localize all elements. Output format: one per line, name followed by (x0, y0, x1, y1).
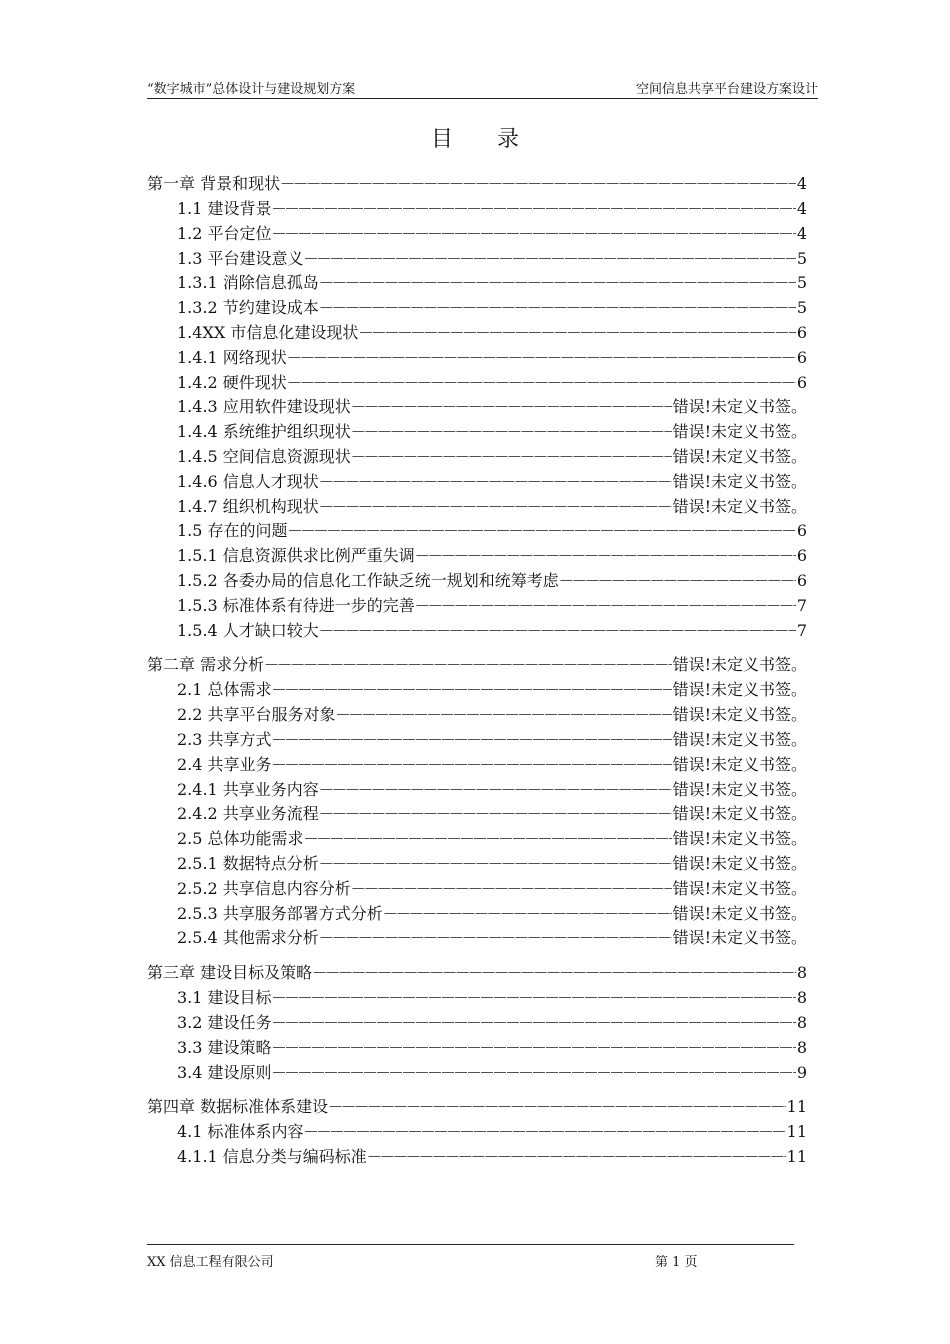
toc-entry-page: 错误!未定义书签。 (672, 680, 807, 700)
toc-section-entry[interactable] (147, 594, 807, 619)
toc-section-entry[interactable] (147, 569, 807, 594)
toc-entry-page: 错误!未定义书签。 (672, 754, 807, 774)
toc-leader-line (320, 802, 672, 827)
toc-entry-label: 1.1 建设背景 (177, 199, 272, 218)
toc-entry-label: 2.5.1 数据特点分析 (177, 853, 319, 873)
toc-entry-page: 6 (796, 322, 807, 342)
toc-section-entry[interactable] (147, 222, 807, 247)
toc-title: 目录 (430, 127, 563, 152)
chapter-gap (147, 643, 807, 653)
footer-company: XX 信息工程有限公司 (147, 1255, 274, 1270)
toc-section-entry[interactable] (147, 470, 807, 495)
toc-entry-page: 7 (796, 620, 807, 640)
toc-entry-label: 1.3 平台建设意义 (177, 248, 304, 268)
toc-entry-page: 6 (796, 546, 807, 566)
toc-entry-label: 1.4.2 硬件现状 (177, 372, 287, 392)
toc-entry-label: 1.4.5 空间信息资源现状 (177, 446, 351, 466)
toc-leader-line (305, 247, 796, 272)
toc-entry-label: 2.3 共享方式 (177, 729, 272, 749)
toc-section-entry[interactable] (147, 519, 807, 544)
toc-leader-line (352, 877, 672, 902)
toc-leader-line (305, 1120, 786, 1145)
toc-entry-page: 错误!未定义书签。 (672, 471, 807, 491)
toc-section-entry[interactable] (147, 728, 807, 753)
toc-section-entry[interactable] (147, 778, 807, 803)
toc-chapter-entry[interactable] (147, 172, 807, 197)
toc-section-entry[interactable] (147, 197, 807, 222)
toc-entry-label: 3.2 建设任务 (177, 1012, 272, 1032)
toc-entry-label: 1.5.2 各委办局的信息化工作缺乏统一规划和统筹考虑 (177, 570, 559, 590)
toc-entry-label: 1.3.2 节约建设成本 (177, 298, 319, 318)
toc-section-entry[interactable] (147, 619, 807, 644)
toc-entry-label: 1.5 存在的问题 (177, 521, 288, 541)
toc-leader-line (273, 1011, 796, 1036)
toc-leader-line (273, 986, 796, 1011)
toc-leader-line (313, 961, 796, 986)
toc-chapter-entry[interactable] (147, 653, 807, 678)
footer-page-number: 第 1 页 (655, 1255, 698, 1270)
toc-entry-page: 11 (786, 1122, 807, 1142)
toc-entry-label: 1.3.1 消除信息孤岛 (177, 273, 319, 293)
toc-chapter-entry[interactable] (147, 961, 807, 986)
toc-entry-page: 错误!未定义书签。 (672, 655, 807, 675)
toc-leader-line (288, 346, 796, 371)
toc-entry-label: 2.2 共享平台服务对象 (177, 705, 336, 725)
toc-entry-label: 2.4.1 共享业务内容 (177, 779, 319, 799)
toc-leader-line (368, 1145, 786, 1170)
toc-entry-page: 8 (796, 988, 807, 1008)
toc-leader-line (320, 619, 796, 644)
toc-entry-label: 2.5.2 共享信息内容分析 (177, 878, 351, 898)
toc-entry-page: 8 (796, 1037, 807, 1057)
toc-entry-label: 1.4XX 市信息化建设现状 (177, 322, 359, 342)
toc-leader-line (273, 753, 672, 778)
toc-leader-line (320, 852, 672, 877)
toc-entry-page: 错误!未定义书签。 (672, 829, 807, 849)
toc-entry-page: 错误!未定义书签。 (672, 496, 807, 516)
toc-entry-label: 3.3 建设策略 (177, 1037, 272, 1057)
toc-entry-label: 4.1.1 信息分类与编码标准 (177, 1147, 367, 1167)
toc-entry-page: 6 (796, 521, 807, 541)
toc-entry-label: 第二章 需求分析 (147, 655, 265, 675)
toc-leader-line (320, 470, 672, 495)
toc-leader-line (288, 371, 796, 396)
toc-entry-label: 1.4.1 网络现状 (177, 347, 287, 367)
toc-entry-page: 错误!未定义书签。 (672, 878, 807, 898)
toc-entry-label: 2.4.2 共享业务流程 (177, 804, 319, 824)
toc-section-entry[interactable] (147, 395, 807, 420)
toc-leader-line (352, 420, 672, 445)
toc-entry-label: 1.5.1 信息资源供求比例严重失调 (177, 546, 415, 566)
header-section-title: 空间信息共享平台建设方案设计 (635, 82, 818, 97)
toc-leader-line (352, 445, 672, 470)
toc-entry-label: 1.5.3 标准体系有待进一步的完善 (177, 595, 415, 615)
toc-section-entry[interactable] (147, 321, 807, 346)
toc-leader-line (352, 395, 672, 420)
toc-entry-label: 3.4 建设原则 (177, 1062, 272, 1082)
toc-entry-page: 错误!未定义书签。 (672, 903, 807, 923)
toc-leader-line (265, 653, 671, 678)
toc-leader-line (281, 172, 796, 197)
toc-entry-page: 错误!未定义书签。 (672, 422, 807, 442)
toc-entry-label: 1.4.4 系统维护组织现状 (177, 422, 351, 442)
toc-section-entry[interactable] (147, 877, 807, 902)
toc-leader-line (416, 544, 796, 569)
toc-entry-label: 3.1 建设目标 (177, 988, 272, 1008)
toc-section-entry[interactable] (147, 902, 807, 927)
toc-entry-page: 5 (796, 298, 807, 318)
toc-leader-line (289, 519, 796, 544)
toc-section-entry[interactable] (147, 1120, 807, 1145)
toc-section-entry[interactable] (147, 1011, 807, 1036)
toc-entry-page: 6 (796, 347, 807, 367)
toc-section-entry[interactable] (147, 420, 807, 445)
toc-entry-label: 1.4.7 组织机构现状 (177, 496, 319, 516)
toc-entry-page: 5 (796, 273, 807, 293)
toc-entry-label: 2.5.4 其他需求分析 (177, 928, 319, 948)
table-of-contents (147, 172, 807, 1170)
toc-leader-line (320, 296, 796, 321)
toc-leader-line (416, 594, 796, 619)
toc-section-entry[interactable] (147, 247, 807, 272)
toc-leader-line (560, 569, 796, 594)
toc-entry-label: 1.4.6 信息人才现状 (177, 471, 319, 491)
toc-section-entry[interactable] (147, 852, 807, 877)
toc-entry-label: 1.5.4 人才缺口较大 (177, 620, 319, 640)
toc-entry-page: 9 (796, 1062, 807, 1082)
toc-section-entry[interactable] (147, 544, 807, 569)
toc-leader-line (329, 1095, 786, 1120)
toc-entry-label: 第四章 数据标准体系建设 (147, 1097, 329, 1117)
page-footer (147, 1244, 794, 1269)
toc-section-entry[interactable] (147, 986, 807, 1011)
page-header (147, 76, 818, 99)
toc-leader-line (320, 271, 796, 296)
toc-entry-page: 5 (796, 248, 807, 268)
toc-entry-page: 7 (796, 595, 807, 615)
toc-leader-line (305, 827, 672, 852)
toc-entry-page: 6 (796, 372, 807, 392)
toc-leader-line (273, 678, 672, 703)
toc-chapter-entry[interactable] (147, 1095, 807, 1120)
toc-entry-page: 错误!未定义书签。 (672, 779, 807, 799)
toc-entry-label: 1.2 平台定位 (177, 223, 272, 243)
toc-entry-label: 2.4 共享业务 (177, 754, 272, 774)
toc-entry-page: 4 (796, 174, 807, 194)
toc-section-entry[interactable] (147, 926, 807, 951)
toc-entry-label: 1.4.3 应用软件建设现状 (177, 397, 351, 417)
toc-leader-line (384, 902, 672, 927)
toc-section-entry[interactable] (147, 296, 807, 321)
toc-section-entry[interactable] (147, 1145, 807, 1170)
toc-section-entry[interactable] (147, 703, 807, 728)
toc-entry-page: 8 (796, 1012, 807, 1032)
header-document-title: “数字城市”总体设计与建设规划方案 (147, 82, 356, 97)
toc-entry-label: 4.1 标准体系内容 (177, 1122, 304, 1142)
toc-leader-line (273, 728, 672, 753)
toc-section-entry[interactable] (147, 346, 807, 371)
toc-leader-line (273, 197, 796, 222)
toc-section-entry[interactable] (147, 271, 807, 296)
toc-entry-page: 6 (796, 570, 807, 590)
toc-leader-line (320, 778, 672, 803)
toc-entry-page: 4 (796, 223, 807, 243)
toc-entry-page: 错误!未定义书签。 (672, 446, 807, 466)
chapter-gap (147, 951, 807, 961)
toc-entry-label: 第三章 建设目标及策略 (147, 963, 313, 983)
toc-entry-label: 第一章 背景和现状 (147, 174, 281, 194)
toc-entry-label: 2.5 总体功能需求 (177, 829, 304, 849)
toc-section-entry[interactable] (147, 1036, 807, 1061)
toc-entry-page: 错误!未定义书签。 (672, 729, 807, 749)
toc-section-entry[interactable] (147, 802, 807, 827)
toc-entry-page: 错误!未定义书签。 (672, 928, 807, 948)
toc-entry-page: 错误!未定义书签。 (672, 705, 807, 725)
toc-leader-line (273, 222, 796, 247)
toc-section-entry[interactable] (147, 753, 807, 778)
toc-leader-line (320, 926, 672, 951)
toc-entry-page: 11 (786, 1097, 807, 1117)
toc-entry-label: 2.5.3 共享服务部署方式分析 (177, 903, 383, 923)
toc-entry-page: 错误!未定义书签。 (672, 397, 807, 417)
toc-section-entry[interactable] (147, 1061, 807, 1086)
toc-leader-line (273, 1061, 796, 1086)
toc-entry-page: 错误!未定义书签。 (672, 804, 807, 824)
toc-section-entry[interactable] (147, 371, 807, 396)
toc-entry-page: 11 (786, 1147, 807, 1167)
toc-leader-line (273, 1036, 796, 1061)
toc-leader-line (359, 321, 795, 346)
toc-section-entry[interactable] (147, 445, 807, 470)
toc-leader-line (320, 495, 672, 520)
toc-leader-line (337, 703, 672, 728)
toc-section-entry[interactable] (147, 495, 807, 520)
toc-entry-label: 2.1 总体需求 (177, 680, 272, 700)
chapter-gap (147, 1085, 807, 1095)
toc-entry-page: 错误!未定义书签。 (672, 853, 807, 873)
toc-entry-page: 8 (796, 963, 807, 983)
toc-entry-page: 4 (796, 199, 807, 218)
toc-section-entry[interactable] (147, 827, 807, 852)
toc-section-entry[interactable] (147, 678, 807, 703)
